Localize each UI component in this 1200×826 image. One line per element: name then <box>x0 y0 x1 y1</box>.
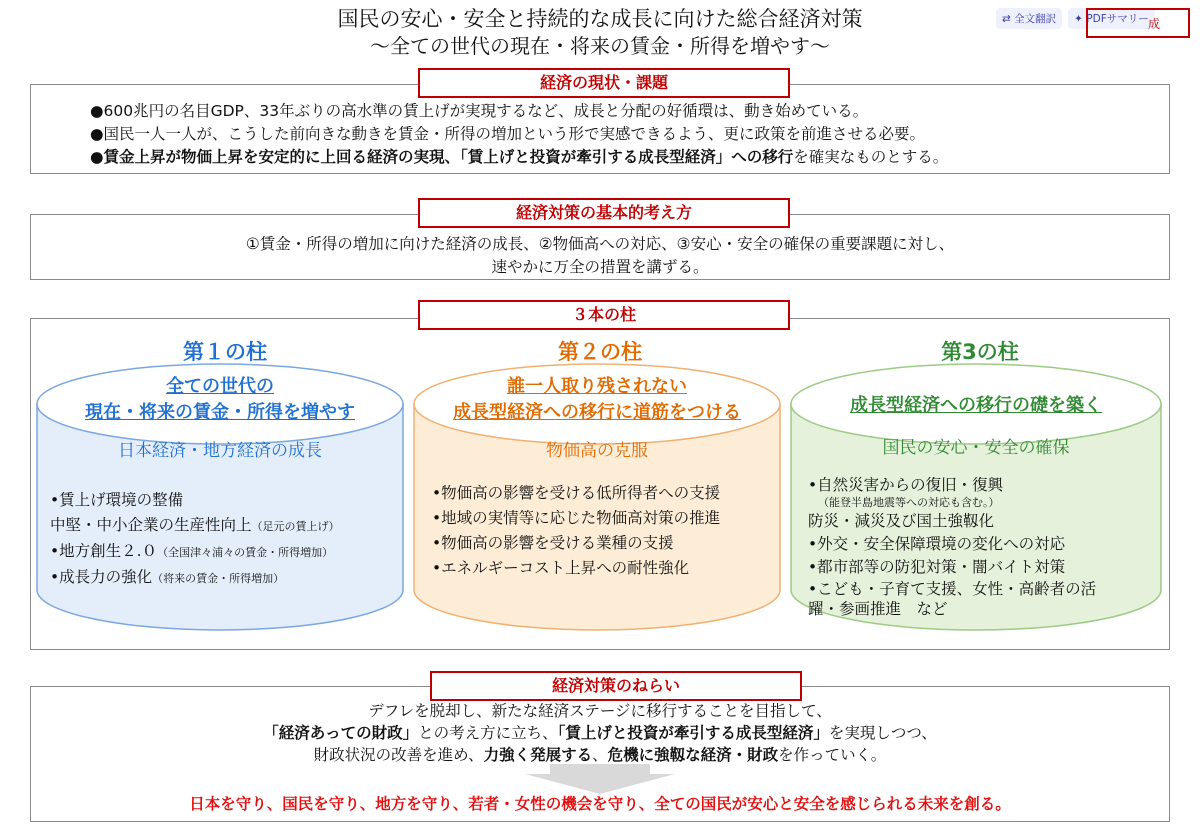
status-line-3-rest: を確実なものとする。 <box>793 148 949 166</box>
highlight-box <box>1086 8 1190 38</box>
list-item: •自然災害からの復旧・復興 <box>808 476 1004 494</box>
translate-button[interactable]: ⇄ 全文翻訳 <box>996 8 1062 29</box>
basic-approach-heading: 経済対策の基本的考え方 <box>418 198 790 228</box>
list-item: •外交・安全保障環境の変化への対応 <box>808 535 1066 553</box>
list-item: •物価高の影響を受ける業種の支援 <box>432 534 674 552</box>
list-item: •物価高の影響を受ける低所得者への支援 <box>432 484 721 502</box>
pdf-summary-button[interactable]: ✦ PDFサマリー <box>1068 8 1155 29</box>
pillar-3-headline-1: 成長型経済への移行の礎を築く <box>850 395 1102 416</box>
pillar-2-items <box>432 481 720 581</box>
page-subtitle: ～全ての世代の現在・将来の賃金・所得を増やす～ <box>370 34 830 58</box>
aims-line-3: 財政状況の改善を進め、力強く発展する、危機に強靱な経済・財政を作っていく。 <box>313 746 887 764</box>
list-item: •地域の実情等に応じた物価高対策の推進 <box>432 509 721 527</box>
list-item: •賃上げ環境の整備 <box>50 491 184 509</box>
pillar-2-headline-1: 誰一人取り残されない <box>507 376 687 397</box>
pillar-1-sub: 日本経済・地方経済の成長 <box>118 441 322 461</box>
status-line-3-bold: ●賃金上昇が物価上昇を安定的に上回る経済の実現、「賃上げと投資が牽引する成長型経済」への移行 <box>90 148 794 166</box>
aims-conclusion: 日本を守り、国民を守り、地方を守り、若者・女性の機会を守り、全ての国民が安心と安全を感じられる未来を創る。 <box>189 795 1011 813</box>
approach-line-2: 速やかに万全の措置を講ずる。 <box>491 258 709 276</box>
pillar-1-items <box>50 488 340 591</box>
list-item: •都市部等の防犯対策・闇バイト対策 <box>808 558 1066 576</box>
pillar-2-sub: 物価高の克服 <box>546 441 648 461</box>
aims-line-1: デフレを脱却し、新たな経済ステージに移行することを目指して、 <box>368 702 832 720</box>
current-status-heading: 経済の現状・課題 <box>418 68 790 98</box>
pillar-3-sub: 国民の安心・安全の確保 <box>882 438 1070 458</box>
translate-icon: ⇄ <box>1002 13 1015 25</box>
pillar-3-title: 第3の柱 <box>941 340 1019 364</box>
list-item-note: （能登半島地震等への対応も含む。） <box>818 496 1000 509</box>
list-item: 防災・減災及び国土強靱化 <box>808 512 995 530</box>
aims-heading: 経済対策のねらい <box>430 671 802 701</box>
pillar-2-headline-2: 成長型経済への移行に道筋をつける <box>453 402 741 423</box>
sparkle-icon: ✦ <box>1074 13 1087 25</box>
status-line-1: ●600兆円の名目GDP、33年ぶりの高水準の賃上げが実現するなど、成長と分配の好循環は、動き始めている。 <box>90 102 869 120</box>
pillar-1-headline-1: 全ての世代の <box>166 376 274 397</box>
list-item: 中堅・中小企業の生産性向上（足元の賃上げ） <box>50 516 340 534</box>
approach-line-1: ①賃金・所得の増加に向けた経済の成長、②物価高への対応、③安心・安全の確保の重要課題に対し、 <box>245 235 955 253</box>
list-item: •こども・子育て支援、女性・高齢者の活 <box>808 580 1097 598</box>
list-item: •地方創生２.０（全国津々浦々の賃金・所得増加） <box>50 542 334 560</box>
pillar-1-headline-2: 現在・将来の賃金・所得を増やす <box>85 402 355 423</box>
page-title: 国民の安心・安全と持続的な成長に向けた総合経済対策 <box>337 7 863 31</box>
pillar-1-title: 第１の柱 <box>183 340 267 364</box>
pillar-3-items <box>808 474 1096 619</box>
partial-text: 成 <box>1148 17 1161 31</box>
pillars-heading: ３本の柱 <box>418 300 790 330</box>
list-item: •成長力の強化（将来の賃金・所得増加） <box>50 568 285 586</box>
aims-line-2: 「経済あっての財政」との考え方に立ち、「賃上げと投資が牽引する成長型経済」を実現しつつ、 <box>263 724 937 742</box>
down-arrow-icon <box>525 764 675 794</box>
list-item: •エネルギーコスト上昇への耐性強化 <box>432 559 690 577</box>
pillar-2-title: 第２の柱 <box>558 340 642 364</box>
status-line-3 <box>90 146 948 168</box>
status-line-2: ●国民一人一人が、こうした前向きな動きを賃金・所得の増加という形で実感できるよう、更に政策を前進させる必要。 <box>90 125 926 143</box>
list-item: 躍・参画推進 など <box>808 600 948 618</box>
